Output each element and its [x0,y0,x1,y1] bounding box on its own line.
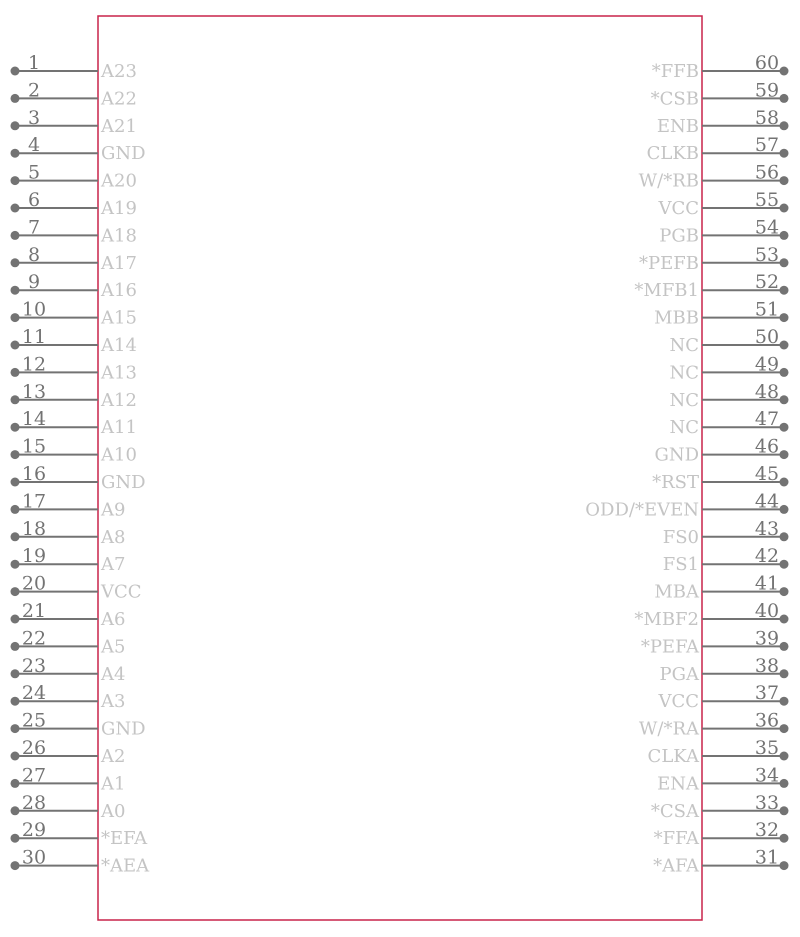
pin-name: ENA [657,773,699,795]
pin-name: CLKA [647,746,699,767]
pin-number: 13 [21,380,47,403]
pin-number: 3 [27,106,41,129]
pin-number: 10 [21,298,47,321]
pin-name: *CSA [650,800,699,822]
pin-59 [651,79,789,109]
pin-25 [11,710,146,740]
pin-name: *MFB1 [634,280,699,302]
pin-1 [11,52,137,82]
pin-end-dot [780,121,789,130]
pin-31 [653,847,788,877]
pin-end-dot [11,204,20,213]
pin-24 [11,682,126,712]
pin-number: 44 [754,490,780,513]
pin-number: 36 [754,709,780,732]
pin-number: 18 [21,517,47,540]
pin-name: A0 [101,800,126,822]
pin-number: 39 [754,627,780,650]
pin-end-dot [780,615,789,624]
pin-name: A1 [101,773,126,795]
pin-end-dot [11,505,20,514]
pin-number: 24 [21,682,47,705]
pin-end-dot [11,861,20,870]
pin-end-dot [11,697,20,706]
pin-name: A7 [101,554,126,576]
left-pin-group [11,52,151,877]
pin-end-dot [780,478,789,487]
pin-end-dot [11,258,20,267]
pin-name: ENB [656,115,699,137]
pin-name: PGB [659,225,699,247]
pin-55 [657,189,788,219]
pin-number: 47 [754,408,780,431]
pin-end-dot [11,313,20,322]
pin-name: CLKB [646,143,699,165]
pin-42 [663,545,789,575]
pin-51 [654,299,788,329]
pin-end-dot [780,669,789,678]
pin-52 [634,271,788,301]
pin-number: 40 [754,600,780,622]
pin-53 [639,244,788,274]
pin-60 [652,52,789,82]
pin-end-dot [780,834,789,843]
pin-27 [11,764,126,794]
pin-48 [669,381,788,411]
pin-number: 59 [754,79,780,102]
pin-name: *CSB [650,88,699,110]
pin-41 [654,573,788,603]
pin-name: A10 [101,444,137,466]
pin-end-dot [780,752,789,761]
pin-end-dot [780,423,789,432]
pin-number: 4 [27,134,41,157]
pin-number: 11 [21,326,47,348]
pin-9 [11,271,137,301]
pin-end-dot [780,450,789,459]
pin-end-dot [11,231,20,240]
pin-number: 42 [754,545,780,568]
pin-number: 30 [21,846,47,869]
pin-number: 23 [21,654,47,677]
pin-end-dot [780,697,789,706]
pin-end-dot [11,587,20,596]
pin-name: NC [669,362,699,384]
pin-number: 41 [754,572,780,595]
pin-30 [11,847,151,877]
pin-13 [11,381,137,411]
pin-number: 50 [754,326,780,348]
pin-name: A14 [101,335,137,356]
pin-name: NC [669,389,699,411]
pin-end-dot [11,395,20,404]
pin-end-dot [780,204,789,213]
pin-end-dot [780,231,789,240]
pin-6 [11,189,137,219]
pin-57 [647,134,789,164]
pin-11 [11,326,137,356]
pin-43 [663,518,789,548]
pin-end-dot [780,149,789,158]
pin-35 [648,737,789,767]
pin-number: 53 [754,243,780,266]
pin-name: A6 [101,609,126,630]
pin-name: A15 [101,307,137,329]
pin-name: PGA [659,663,699,685]
pin-number: 29 [21,819,47,842]
pin-name: *FFA [653,828,699,850]
pin-name: NC [669,417,699,439]
pin-end-dot [780,587,789,596]
pin-44 [585,490,788,520]
pin-number: 25 [21,709,47,732]
pin-19 [11,545,126,575]
pin-50 [669,326,788,356]
pin-end-dot [11,450,20,459]
pin-name: A13 [101,362,137,384]
pin-number: 49 [754,353,780,376]
pin-number: 32 [754,819,780,842]
pin-name: A16 [101,280,137,302]
pin-name: A12 [101,389,137,411]
pin-end-dot [11,560,20,569]
pin-end-dot [11,94,20,103]
pin-end-dot [780,286,789,295]
pin-58 [657,107,789,137]
pin-number: 22 [21,627,47,650]
pin-54 [659,216,788,246]
pin-name: *PEFB [639,252,699,274]
pin-name: *MBF2 [634,609,699,630]
pin-number: 51 [754,298,780,321]
pin-number: 52 [754,271,780,294]
pin-number: 33 [754,791,780,814]
pin-name: *FFB [651,61,699,82]
pin-name: *RST [652,472,699,493]
pin-end-dot [780,532,789,541]
pin-name: VCC [658,691,699,713]
pin-end-dot [11,779,20,788]
pin-38 [660,655,789,685]
pin-number: 9 [27,271,41,294]
pin-49 [669,353,788,383]
pin-number: 15 [21,435,47,458]
pin-end-dot [11,149,20,158]
pin-56 [639,162,789,192]
pin-29 [11,819,149,849]
pin-end-dot [11,478,20,487]
pin-number: 31 [754,846,780,869]
pin-4 [11,134,146,164]
pin-number: 45 [754,463,780,485]
pin-end-dot [780,806,789,815]
pin-name: *AFA [653,855,699,877]
pin-33 [651,792,789,822]
pin-45 [652,463,788,493]
pin-name: W/*RA [638,718,699,740]
pin-number: 21 [21,600,47,622]
pin-name: A19 [101,198,137,219]
pin-3 [11,107,137,137]
pin-name: A17 [101,252,137,274]
pin-name: A4 [101,663,126,685]
pin-number: 12 [21,353,47,376]
pin-end-dot [780,94,789,103]
pin-name: A5 [101,636,126,658]
pin-end-dot [11,834,20,843]
pin-name: GND [101,472,146,493]
component-body [98,16,702,920]
pin-number: 46 [754,435,780,458]
pin-18 [11,518,126,548]
pin-end-dot [11,806,20,815]
pin-name: FS1 [662,554,699,576]
pin-17 [11,490,126,520]
pin-number: 16 [21,463,47,485]
pin-end-dot [780,368,789,377]
pin-number: 8 [27,243,41,266]
pin-name: A18 [101,225,137,247]
pin-name: MBA [654,581,699,603]
pin-name: A3 [101,691,126,713]
pin-number: 27 [21,764,47,787]
pin-number: 58 [754,106,780,129]
pin-number: 19 [21,545,47,568]
pin-36 [639,710,789,740]
pin-name: W/*RB [638,170,699,192]
pin-end-dot [11,341,20,350]
pin-40 [634,600,788,630]
pin-number: 57 [754,134,780,157]
pin-number: 43 [754,517,780,540]
pin-name: A21 [101,115,137,137]
pin-47 [669,408,788,438]
pin-name: *PEFA [640,636,699,658]
pin-end-dot [780,176,789,185]
pin-name: A9 [101,499,126,521]
pin-name: GND [654,444,699,466]
pin-number: 38 [754,654,780,677]
pin-8 [11,244,137,274]
pin-end-dot [780,861,789,870]
pin-name: GND [101,718,146,740]
pin-name: GND [101,143,146,165]
pin-name: *EFA [101,828,148,850]
pin-name: A8 [101,526,126,548]
pin-number: 48 [754,380,780,403]
pin-end-dot [11,724,20,733]
pin-end-dot [11,176,20,185]
pin-end-dot [11,67,20,76]
pin-number: 37 [754,682,780,705]
pin-name: A22 [101,88,137,110]
pin-number: 6 [27,189,41,211]
pin-number: 28 [21,791,47,814]
pin-number: 20 [21,572,47,595]
pin-end-dot [780,258,789,267]
pin-name: *AEA [101,855,150,877]
pin-end-dot [780,779,789,788]
pin-26 [11,737,126,767]
pin-end-dot [780,67,789,76]
pin-number: 5 [27,161,41,184]
pin-number: 35 [754,737,780,759]
pin-23 [11,655,126,685]
pin-39 [641,627,789,657]
pin-end-dot [11,121,20,130]
pin-37 [657,682,788,712]
pin-name: NC [669,335,699,356]
pin-number: 17 [21,490,47,513]
pin-14 [11,408,137,438]
pin-5 [11,162,137,192]
pin-end-dot [11,752,20,761]
pin-end-dot [780,505,789,514]
pin-end-dot [780,642,789,651]
pin-name: A20 [101,170,137,192]
pin-34 [657,764,788,794]
pin-name: VCC [101,581,142,603]
pin-end-dot [780,313,789,322]
pin-28 [11,792,126,822]
pin-21 [11,600,126,630]
pin-number: 55 [754,189,780,211]
pin-name: MBB [654,307,699,329]
pin-number: 56 [754,161,780,184]
pin-end-dot [780,395,789,404]
pin-name: A23 [101,61,137,82]
pin-46 [654,436,788,466]
pin-2 [11,79,137,109]
pin-10 [11,299,137,329]
pin-number: 34 [754,764,780,787]
pin-name: FS0 [662,526,699,548]
pin-name: A2 [101,746,126,767]
pin-end-dot [11,423,20,432]
pin-number: 7 [27,216,41,239]
pin-number: 26 [21,737,47,759]
pin-name: VCC [658,198,699,219]
pin-16 [11,463,146,493]
pin-number: 14 [21,408,47,431]
pin-32 [654,819,789,849]
pin-20 [11,573,142,603]
pin-end-dot [780,724,789,733]
pin-end-dot [11,615,20,624]
right-pin-group [585,52,788,877]
pin-end-dot [11,532,20,541]
pin-number: 1 [27,52,41,74]
pin-12 [11,353,137,383]
pin-end-dot [11,642,20,651]
pin-end-dot [780,560,789,569]
pin-7 [11,216,137,246]
pin-end-dot [11,368,20,377]
pin-end-dot [11,286,20,295]
pin-number: 54 [754,216,780,239]
pin-22 [11,627,126,657]
pin-end-dot [780,341,789,350]
pin-15 [11,436,137,466]
pin-name: A11 [101,417,137,439]
pin-number: 2 [27,79,41,102]
pin-name: ODD/*EVEN [585,499,699,521]
pin-number: 60 [754,52,780,74]
pin-end-dot [11,669,20,678]
